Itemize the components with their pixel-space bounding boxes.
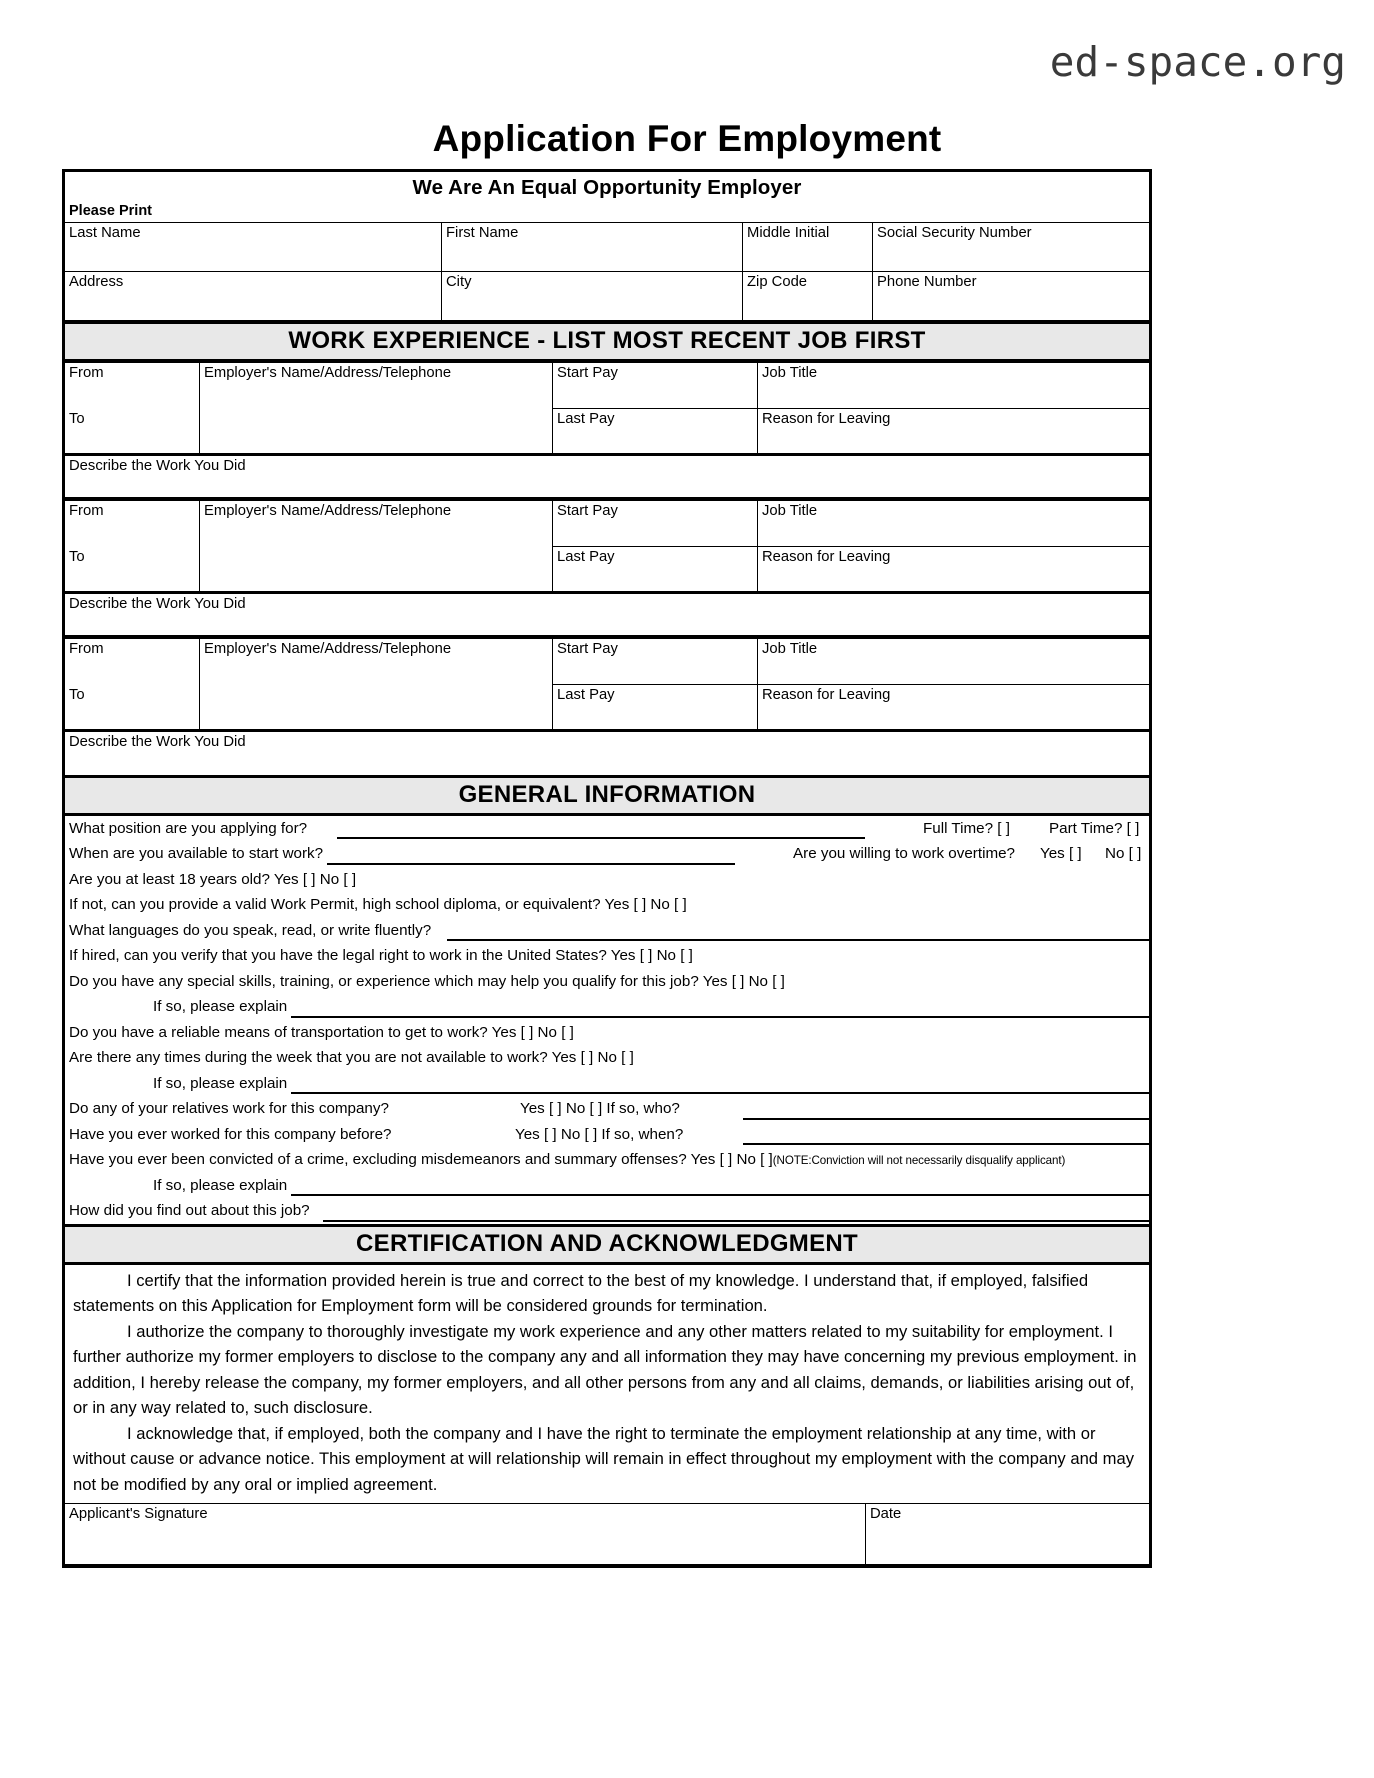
relatives-answer-checkboxes[interactable]: Yes [ ] No [ ] If so, who? (520, 1100, 680, 1117)
transportation-label: Do you have a reliable means of transportation to get to work? Yes [ ] No [ ] (69, 1023, 574, 1041)
field-phone[interactable] (873, 272, 1150, 321)
please-print-label: Please Print (69, 203, 153, 219)
work-permit-label: If not, can you provide a valid Work Permit, high school diploma, or equivalent? Yes [ ] No [ ] (69, 896, 687, 913)
phone-label: Phone Number (877, 274, 977, 290)
address-label: Address (69, 274, 124, 290)
question-find-out (65, 1198, 1149, 1224)
table-row (65, 455, 1149, 499)
from-label: From (69, 365, 104, 381)
employer-label: Employer's Name/Address/Telephone (204, 503, 452, 519)
question-unavailable-times[interactable] (65, 1045, 1149, 1071)
question-availability (65, 841, 1149, 867)
start-pay-label: Start Pay (557, 641, 618, 657)
question-relatives (65, 1096, 1149, 1122)
work-experience-block-2 (65, 500, 1149, 638)
languages-label: What languages do you speak, read, or write fluently? (69, 921, 432, 939)
last-pay-label: Last Pay (557, 411, 615, 427)
question-convicted (65, 1147, 1149, 1173)
explain-label: If so, please explain (153, 998, 288, 1015)
field-job-title-3[interactable] (758, 639, 1150, 685)
job-title-label: Job Title (762, 503, 818, 519)
last-name-label: Last Name (69, 225, 141, 241)
zip-label: Zip Code (747, 274, 808, 290)
field-last-pay-2[interactable] (553, 547, 758, 593)
field-from-1[interactable] (65, 363, 200, 409)
last-pay-label: Last Pay (557, 687, 615, 703)
field-employer-2[interactable] (200, 501, 553, 593)
special-skills-label: Do you have any special skills, training, or experience which may help you qualify for this job? Yes [ ] No [ ] (69, 972, 785, 990)
explain-label: If so, please explain (153, 1176, 288, 1194)
certification-band: CERTIFICATION AND ACKNOWLEDGMENT (65, 1227, 1149, 1265)
general-information-section (65, 816, 1149, 1227)
certification-text (65, 1265, 1149, 1504)
worked-before-label: Have you ever worked for this company before? (69, 1125, 392, 1143)
field-reason-3[interactable] (758, 685, 1150, 731)
work-experience-band: WORK EXPERIENCE - LIST MOST RECENT JOB FIRST (65, 321, 1149, 362)
field-to-3[interactable] (65, 685, 200, 731)
availability-question-label: When are you available to start work? (69, 845, 324, 862)
applicant-signature-label: Applicant's Signature (69, 1506, 208, 1522)
field-reason-2[interactable] (758, 547, 1150, 593)
question-special-skills[interactable] (65, 969, 1149, 995)
date-label: Date (870, 1506, 902, 1522)
field-describe-work-3[interactable] (65, 731, 1149, 775)
table-row (65, 639, 1149, 685)
question-worked-before (65, 1122, 1149, 1148)
personal-information-table (65, 222, 1149, 321)
convicted-explain-line[interactable] (291, 1194, 1151, 1196)
employer-label: Employer's Name/Address/Telephone (204, 641, 452, 657)
question-position (65, 816, 1149, 842)
field-employer-3[interactable] (200, 639, 553, 731)
field-address[interactable] (65, 272, 442, 321)
field-date[interactable] (866, 1504, 1150, 1565)
to-label: To (69, 686, 85, 703)
part-time-checkbox[interactable]: Part Time? [ ] (1049, 819, 1140, 837)
table-row (65, 223, 1149, 272)
field-employer-1[interactable] (200, 363, 553, 455)
employment-application-form (62, 169, 1152, 1568)
find-out-label: How did you find out about this job? (69, 1202, 310, 1219)
field-to-2[interactable] (65, 547, 200, 593)
field-start-pay-1[interactable] (553, 363, 758, 409)
middle-initial-label: Middle Initial (747, 225, 830, 241)
from-label: From (69, 503, 104, 519)
convicted-label[interactable]: Have you ever been convicted of a crime, excluding misdemeanors and summary offenses? Yes [ ] No [ ] (69, 1151, 773, 1168)
field-to-1[interactable] (65, 409, 200, 455)
certification-paragraph-1: I certify that the information provided herein is true and correct to the best of my knowledge. I understand that, if employed, falsified statements on this Application for Employment form will be considered grounds for termination. (73, 1270, 1089, 1315)
overtime-no-checkbox[interactable]: No [ ] (1105, 845, 1142, 862)
city-label: City (446, 274, 472, 290)
legal-right-label: If hired, can you verify that you have the legal right to work in the United States? Yes [ ] No [ ] (69, 947, 693, 964)
field-job-title-1[interactable] (758, 363, 1150, 409)
page-title: Application For Employment (432, 118, 942, 159)
age-18-label: Are you at least 18 years old? Yes [ ] No [ ] (69, 870, 357, 888)
position-question-label: What position are you applying for? (69, 819, 308, 837)
field-describe-work-1[interactable] (65, 455, 1149, 499)
work-experience-block-3 (65, 638, 1149, 775)
field-last-pay-3[interactable] (553, 685, 758, 731)
job-title-label: Job Title (762, 365, 818, 381)
general-information-band: GENERAL INFORMATION (65, 775, 1149, 816)
table-row (65, 1504, 1149, 1565)
question-work-permit[interactable] (65, 892, 1149, 918)
field-from-3[interactable] (65, 639, 200, 685)
worked-before-when-line[interactable] (743, 1143, 1151, 1145)
relatives-who-line[interactable] (743, 1118, 1151, 1120)
question-age-18[interactable] (65, 867, 1149, 893)
from-label: From (69, 641, 104, 657)
conviction-note: (NOTE:Conviction will not necessarily disqualify applicant) (772, 1154, 1066, 1167)
availability-answer-line[interactable] (327, 863, 735, 865)
table-row (65, 731, 1149, 775)
unavailable-times-label: Are there any times during the week that you are not available to work? Yes [ ] No [ ] (69, 1049, 634, 1066)
skills-explain-row (65, 994, 1149, 1020)
field-from-2[interactable] (65, 501, 200, 547)
relatives-label: Do any of your relatives work for this company? (69, 1100, 389, 1117)
field-reason-1[interactable] (758, 409, 1150, 455)
ssn-label: Social Security Number (877, 225, 1032, 241)
field-last-pay-1[interactable] (553, 409, 758, 455)
position-answer-line[interactable] (337, 837, 865, 839)
last-pay-label: Last Pay (557, 549, 615, 565)
question-languages (65, 918, 1149, 944)
table-row (65, 363, 1149, 409)
table-row (65, 272, 1149, 321)
to-label: To (69, 548, 85, 565)
field-city[interactable] (442, 272, 743, 321)
signature-row (65, 1503, 1149, 1565)
field-job-title-2[interactable] (758, 501, 1150, 547)
skills-explain-line[interactable] (291, 1016, 1151, 1018)
first-name-label: First Name (446, 225, 519, 241)
question-legal-right[interactable] (65, 943, 1149, 969)
overtime-yes-checkbox[interactable]: Yes [ ] (1040, 845, 1082, 862)
start-pay-label: Start Pay (557, 365, 618, 381)
describe-work-label: Describe the Work You Did (69, 734, 246, 750)
find-out-answer-line[interactable] (323, 1220, 1151, 1222)
field-last-name[interactable] (65, 223, 442, 272)
field-middle-initial[interactable] (743, 223, 873, 272)
field-applicant-signature[interactable] (65, 1504, 866, 1565)
field-describe-work-2[interactable] (65, 593, 1149, 637)
table-row (65, 593, 1149, 637)
explain-label: If so, please explain (153, 1074, 288, 1092)
start-pay-label: Start Pay (557, 503, 618, 519)
full-time-checkbox[interactable]: Full Time? [ ] (923, 819, 1010, 837)
certification-paragraph-3: I acknowledge that, if employed, both the company and I have the right to terminate the employment relationship at any time, with or without cause or advance notice. This employment at will relationship will remain in effect throughout my employment with the company and may not be modified by any oral or implied agreement. (73, 1423, 1134, 1494)
field-ssn[interactable] (873, 223, 1150, 272)
field-start-pay-2[interactable] (553, 501, 758, 547)
work-experience-block-1 (65, 362, 1149, 500)
job-title-label: Job Title (762, 641, 818, 657)
overtime-question-label: Are you willing to work overtime? (793, 845, 1015, 862)
worked-before-answer-checkboxes[interactable]: Yes [ ] No [ ] If so, when? (515, 1125, 684, 1143)
to-label: To (69, 410, 85, 427)
reason-label: Reason for Leaving (762, 687, 891, 703)
question-transportation[interactable] (65, 1020, 1149, 1046)
convicted-explain-row (65, 1173, 1149, 1199)
equal-opportunity-statement: We Are An Equal Opportunity Employer (412, 176, 802, 199)
field-start-pay-3[interactable] (553, 639, 758, 685)
describe-work-label: Describe the Work You Did (69, 596, 246, 612)
unavailable-explain-line[interactable] (291, 1092, 1151, 1094)
unavailable-explain-row (65, 1071, 1149, 1097)
describe-work-label: Describe the Work You Did (69, 458, 246, 474)
field-first-name[interactable] (442, 223, 743, 272)
employer-label: Employer's Name/Address/Telephone (204, 365, 452, 381)
field-zip[interactable] (743, 272, 873, 321)
languages-answer-line[interactable] (447, 939, 1151, 941)
certification-paragraph-2: I authorize the company to thoroughly investigate my work experience and any other matters related to my suitability for employment. I further authorize my former employers to disclose to the company any and all information they may have concerning my previous employment. in addition, I hereby release the company, my former employers, and all other persons from any and all claims, demands, or liabilities arising out of, or in any way related to, such disclosure. (73, 1321, 1137, 1417)
reason-label: Reason for Leaving (762, 411, 891, 427)
site-watermark: ed-space.org (1049, 38, 1346, 86)
table-row (65, 501, 1149, 547)
reason-label: Reason for Leaving (762, 549, 891, 565)
